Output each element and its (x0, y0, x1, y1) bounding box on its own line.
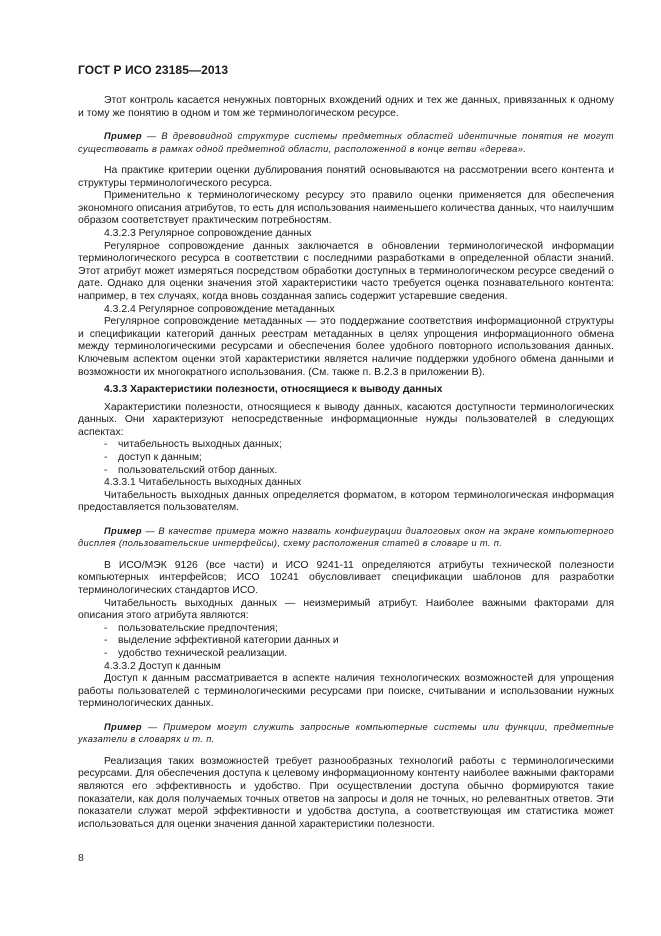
example-text: — В древовидной структуре системы предметных областей идентичные понятия не могут существовать в рамках одной предметной области, расположенной в конце ветви «дерева». (78, 131, 614, 154)
list-item-text: доступ к данным; (118, 452, 202, 464)
paragraph-implementation: Реализация таких возможностей требует разнообразных технологий работы с терминологическими ресурсами. Для обеспечения доступа к целевому информационному контенту наиболее важными факторами являются его эффективность и удобство. При осуществлении доступа обычно формируются такие показатели, как доля получаемых точных ответов на запросы и доля не точных, но релевантных ответов. Эти показатели служат мерой эффективности и удобства доступа, а соответствующая им статистика может использоваться для оценки значения данной характеристики полезности. (78, 755, 614, 830)
paragraph-readability-factors: Читабельность выходных данных — неизмеримый атрибут. Наиболее важными факторами для описания этого атрибута являются: (78, 597, 614, 622)
subheading-4-3-3-1: 4.3.3.1 Читабельность выходных данных (104, 477, 302, 489)
list-item: - выделение эффективной категории данных и (104, 635, 339, 647)
subheading-4-3-2-4: 4.3.2.4 Регулярное сопровождение метаданных (104, 303, 335, 315)
list-item: - доступ к данным; (104, 452, 202, 464)
list-item-text: читабельность выходных данных; (118, 439, 282, 451)
paragraph-usability-output: Характеристики полезности, относящиеся к выводу данных, касаются доступности терминологических данных. Они характеризуют непосредственные информационные нужды пользователей в следующих аспектах: (78, 401, 614, 438)
example-text: — Примером могут служить запросные компьютерные системы или функции, предметные указатели в словарях и т. п. (78, 721, 614, 745)
list-item: - читабельность выходных данных; (104, 439, 282, 451)
example-note-queries (78, 721, 614, 746)
example-note-tree (78, 130, 614, 155)
document-body (78, 95, 614, 831)
paragraph-criteria: На практике критерии оценки дублирования понятий основываются на рассмотрении всего контента и структуры терминологического ресурса. (78, 165, 614, 189)
list-item: - пользовательский отбор данных. (104, 464, 278, 476)
paragraph-data-access: Доступ к данным рассматривается в аспекте наличия технологических возможностей для упрощения работы пользователей с терминологическими ресурсами при поиске, считывании и использовании нужных терминологических данных. (78, 673, 614, 710)
page-number: 8 (78, 853, 84, 864)
paragraph-economy: Применительно к терминологическому ресурсу это правило оценки применяется для обеспечения экономного описания атрибутов, то есть для использования наименьшего количества данных, что наилучшим образом соответствует практическим потребностям. (78, 190, 614, 227)
example-label: Пример (104, 526, 142, 537)
document-header: ГОСТ Р ИСО 23185—2013 (78, 63, 229, 77)
subheading-4-3-2-3: 4.3.2.3 Регулярное сопровождение данных (104, 227, 312, 239)
aspects-list (78, 439, 614, 477)
factors-list (78, 623, 614, 661)
list-item-text: пользовательский отбор данных. (118, 464, 278, 476)
example-label: Пример (104, 721, 142, 732)
list-item: - пользовательские предпочтения; (104, 622, 278, 634)
list-item-text: удобство технической реализации. (118, 648, 288, 659)
paragraph-readability: Читабельность выходных данных определяется форматом, в котором терминологическая информация предоставляется пользователям. (78, 489, 614, 514)
paragraph-metadata-maintenance: Регулярное сопровождение метаданных — это поддержание соответствия информационной структуры и спецификации категорий данных реестрам метаданных в целях упрощения информационного обмена между терминологическими ресурсами и обеспечения более удобного повторного использования данных. Ключевым аспектом оценки этой характеристики является наличие поддержки удобного обмена данными и возможности их многократного использования. (См. также п. В.2.3 в приложении В). (78, 316, 614, 378)
paragraph-data-maintenance: Регулярное сопровождение данных заключается в обновлении терминологической информации терминологического ресурса в соответствии с последними разработками в определенной области знаний. Этот атрибут может измеряться посредством обработки доступных в терминологическом ресурсе сведений о дате. Однако для оценки значения этой характеристики часто требуется оценка познавательного контента: например, в тех случаях, когда вновь созданная запись содержит устаревшие сведения. (78, 240, 614, 302)
example-text: — В качестве примера можно назвать конфигурации диалоговых окон на экране компьютерного дисплея (пользовательские интерфейсы), схему расположения статей в словаре и т. п. (78, 526, 614, 549)
list-item: - удобство технической реализации. (104, 648, 288, 659)
example-label: Пример (104, 131, 142, 142)
paragraph-standards: В ИСО/МЭК 9126 (все части) и ИСО 9241-11 определяются атрибуты технической полезности компьютерных интерфейсов; ИСО 10241 обусловливает спецификации шаблонов для разработки терминологических стандартов ИСО. (78, 559, 614, 597)
list-item-text: пользовательские предпочтения; (118, 622, 278, 634)
paragraph-control: Этот контроль касается ненужных повторных вхождений одних и тех же данных, привязанных к одному и тому же понятию в одном и том же терминологическом ресурсе. (78, 95, 614, 119)
example-note-interfaces (78, 525, 614, 550)
section-heading-4-3-3: 4.3.3 Характеристики полезности, относящиеся к выводу данных (104, 384, 443, 396)
subheading-4-3-3-2: 4.3.3.2 Доступ к данным (104, 660, 221, 672)
list-item-text: выделение эффективной категории данных и (118, 635, 339, 647)
